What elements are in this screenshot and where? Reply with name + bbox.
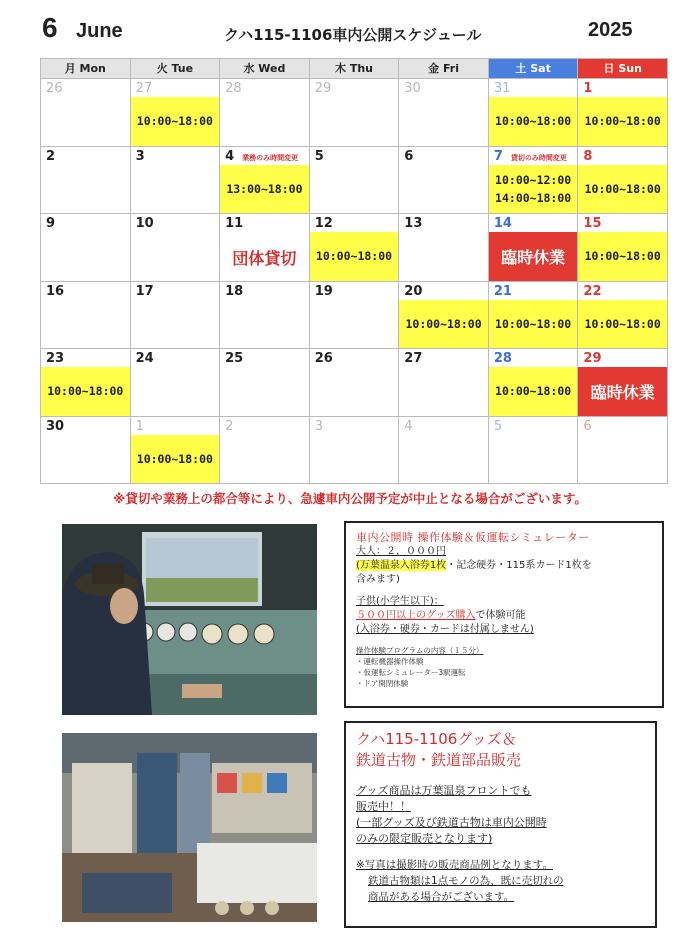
calendar-day-cell xyxy=(131,417,221,485)
open-hours-text: 10:00~18:00 xyxy=(405,316,482,331)
child-label: 子供(小学生以下)： xyxy=(356,596,444,607)
weekday-sat: 土 Sat xyxy=(489,59,579,79)
calendar-day-cell xyxy=(310,147,400,215)
calendar-day-cell xyxy=(220,417,310,485)
calendar-day-cell xyxy=(578,282,668,350)
month-name: June xyxy=(76,20,123,42)
program-item: ・運転機器操作体験 xyxy=(356,657,424,666)
calendar-day-cell xyxy=(220,282,310,350)
calendar-day-cell xyxy=(578,214,668,282)
goods-line1: グッズ商品は万葉温泉フロントでも xyxy=(356,784,532,797)
open-hours-text: 10:00~18:00 xyxy=(584,316,661,331)
page-title: クハ115-1106車内公開スケジュール xyxy=(224,26,482,44)
day-number: 15 xyxy=(583,216,602,231)
open-hours-text: 13:00~18:00 xyxy=(226,181,303,196)
open-hours-slot xyxy=(489,367,578,416)
open-hours-slot xyxy=(489,97,578,146)
day-number: 30 xyxy=(404,81,421,96)
open-hours-slot xyxy=(578,300,667,349)
calendar-day-cell xyxy=(41,147,131,215)
child-condition-rest: で体験可能 xyxy=(475,610,526,621)
calendar-day-cell xyxy=(578,417,668,485)
calendar-day-cell xyxy=(131,349,221,417)
goods-line3: (一部グッズ及び鉄道古物は車内公開時 xyxy=(356,816,547,829)
open-hours-slot xyxy=(578,232,667,281)
calendar-day-cell xyxy=(220,79,310,147)
goods-shop-photo xyxy=(62,733,317,922)
day-number: 5 xyxy=(493,418,503,434)
driver-cab-photo xyxy=(62,524,317,715)
day-number: 14 xyxy=(493,216,512,231)
weekday-fri: 金 Fri xyxy=(399,59,489,79)
calendar-day-cell xyxy=(131,214,221,282)
day-number: 30 xyxy=(46,418,65,434)
day-number: 12 xyxy=(314,216,333,231)
open-hours-text: 10:00~18:00 xyxy=(584,249,661,264)
calendar-day-cell xyxy=(41,79,131,147)
goods-shop-illustration xyxy=(62,733,317,922)
day-number: 21 xyxy=(493,283,512,299)
calendar-day-cell xyxy=(578,147,668,215)
open-hours-slot xyxy=(310,232,399,281)
open-hours-text: 10:00~18:00 xyxy=(495,114,572,129)
adult-includes-end: 含みます) xyxy=(356,574,400,585)
goods-note3: 商品がある場合がございます。 xyxy=(368,891,515,903)
open-hours-slot xyxy=(489,300,578,349)
calendar-day-cell xyxy=(399,349,489,417)
calendar-day-cell xyxy=(41,214,131,282)
calendar-day-cell xyxy=(489,214,579,282)
open-hours-slot xyxy=(41,367,130,416)
experience-title: 車内公開時 操作体験＆仮運転シミュレーター xyxy=(356,531,590,544)
calendar-day-cell xyxy=(131,147,221,215)
schedule-calendar xyxy=(40,58,668,484)
calendar-day-cell xyxy=(578,349,668,417)
goods-title-line2: 鉄道古物・鉄道部品販売 xyxy=(356,751,522,769)
day-number: 29 xyxy=(314,81,332,96)
day-number: 2 xyxy=(46,148,56,164)
calendar-day-cell xyxy=(399,147,489,215)
day-number: 2 xyxy=(225,418,234,434)
day-number: 16 xyxy=(46,283,65,299)
day-number: 19 xyxy=(314,283,333,299)
calendar-day-cell xyxy=(489,147,579,215)
weekday-tue: 火 Tue xyxy=(131,59,221,79)
weekday-mon: 月 Mon xyxy=(41,59,131,79)
calendar-day-cell xyxy=(131,79,221,147)
day-number: 11 xyxy=(225,216,244,231)
open-hours-slot xyxy=(220,165,309,214)
experience-info-box xyxy=(344,521,664,708)
day-number: 22 xyxy=(583,283,602,299)
goods-line4: のみの限定販売となります) xyxy=(356,832,493,845)
goods-line2: 販売中！！ xyxy=(356,800,411,813)
calendar-day-cell xyxy=(399,282,489,350)
calendar-day-cell xyxy=(310,214,400,282)
calendar-day-cell xyxy=(399,417,489,485)
time-change-note: 業務のみ時間変更 xyxy=(242,153,299,162)
calendar-day-cell xyxy=(399,214,489,282)
day-number: 18 xyxy=(225,283,244,299)
calendar-day-cell xyxy=(399,79,489,147)
calendar-day-cell xyxy=(310,417,400,485)
day-number: 4 xyxy=(404,418,413,434)
calendar-day-cell xyxy=(310,349,400,417)
open-hours-slot xyxy=(489,165,578,214)
weekday-thu: 木 Thu xyxy=(310,59,400,79)
program-title: 操作体験プログラムの内容（１５分） xyxy=(356,646,484,655)
calendar-day-cell xyxy=(41,417,131,485)
open-hours-text: 10:00~18:00 xyxy=(584,181,661,196)
day-number: 29 xyxy=(583,351,602,366)
calendar-day-cell xyxy=(41,349,131,417)
day-number: 8 xyxy=(583,148,593,164)
calendar-day-cell xyxy=(489,349,579,417)
open-hours-text: 10:00~18:00 xyxy=(136,451,213,466)
goods-note2: 鉄道古物類は1点モノの為、既に売切れの xyxy=(368,875,564,887)
day-number: 7 xyxy=(493,148,503,164)
driver-cab-illustration xyxy=(62,524,317,715)
program-item: ・仮運転シミュレーター3駅運転 xyxy=(356,668,466,677)
temporary-closure-label: 臨時休業 xyxy=(489,232,578,281)
day-number: 3 xyxy=(314,418,323,434)
day-number: 5 xyxy=(314,148,324,164)
open-hours-text: 10:00~18:00 xyxy=(495,384,572,399)
day-number: 25 xyxy=(225,351,244,366)
day-number: 1 xyxy=(583,81,593,96)
calendar-day-cell xyxy=(310,282,400,350)
open-hours-text: 10:00~12:00 xyxy=(495,172,572,187)
child-condition-red: ５００円以上のグッズ購入 xyxy=(356,610,476,621)
calendar-day-cell xyxy=(131,282,221,350)
calendar-day-cell xyxy=(489,79,579,147)
day-number: 27 xyxy=(135,81,153,96)
calendar-day-cell xyxy=(578,79,668,147)
open-hours-slot xyxy=(578,165,667,214)
calendar-day-cell xyxy=(220,147,310,215)
weekday-sun: 日 Sun xyxy=(578,59,668,79)
calendar-grid xyxy=(41,79,668,484)
day-number: 28 xyxy=(493,351,512,366)
calendar-day-cell xyxy=(489,282,579,350)
day-number: 31 xyxy=(493,81,511,96)
calendar-day-cell xyxy=(310,79,400,147)
child-note: (入浴券・硬券・カードは付属しません) xyxy=(356,624,534,635)
adult-includes-highlight: (万葉温泉入浴券1枚 xyxy=(356,560,447,571)
open-hours-text: 10:00~18:00 xyxy=(47,384,124,399)
day-number: 24 xyxy=(135,351,154,366)
day-number: 6 xyxy=(583,418,592,434)
time-change-note: 貸切のみ時間変更 xyxy=(510,153,567,162)
year-label: 2025 xyxy=(588,19,633,41)
day-number: 23 xyxy=(46,351,65,366)
temporary-closure-label: 臨時休業 xyxy=(578,367,667,416)
open-hours-text: 10:00~18:00 xyxy=(584,114,661,129)
day-number: 20 xyxy=(404,283,423,299)
day-number: 17 xyxy=(135,283,154,299)
goods-note1: ※写真は撮影時の販売商品例となります。 xyxy=(356,859,553,871)
calendar-day-cell xyxy=(41,282,131,350)
day-number: 27 xyxy=(404,351,423,366)
day-number: 4 xyxy=(225,148,235,164)
day-number: 1 xyxy=(135,418,144,434)
goods-info-box xyxy=(344,721,657,928)
day-number: 13 xyxy=(404,216,423,231)
weekday-wed: 水 Wed xyxy=(220,59,310,79)
cancellation-warning: ※貸切や業務上の都合等により、急遽車内公開予定が中止となる場合がございます。 xyxy=(113,491,587,506)
program-item: ・ドア開閉体験 xyxy=(356,679,409,688)
calendar-day-cell xyxy=(220,214,310,282)
open-hours-text: 10:00~18:00 xyxy=(495,316,572,331)
adult-includes-rest: ・記念硬券・115系カード1枚を xyxy=(446,560,592,571)
open-hours-slot xyxy=(399,300,488,349)
day-number: 10 xyxy=(135,216,154,231)
weekday-header xyxy=(41,59,668,79)
day-number: 9 xyxy=(46,216,56,231)
child-condition xyxy=(356,609,652,623)
open-hours-text: 14:00~18:00 xyxy=(495,190,572,205)
day-number: 6 xyxy=(404,148,414,164)
adult-includes xyxy=(356,559,652,573)
day-number: 28 xyxy=(225,81,242,96)
calendar-day-cell xyxy=(489,417,579,485)
goods-title-line1: クハ115-1106グッズ＆ xyxy=(356,730,517,748)
calendar-day-cell xyxy=(220,349,310,417)
open-hours-text: 10:00~18:00 xyxy=(136,114,213,129)
day-number: 3 xyxy=(135,148,145,164)
group-charter-label: 団体貸切 xyxy=(232,248,297,268)
open-hours-slot xyxy=(131,97,220,146)
day-number: 26 xyxy=(314,351,333,366)
open-hours-text: 10:00~18:00 xyxy=(315,249,393,264)
adult-price: 大人：２，０００円 xyxy=(356,546,446,557)
day-number: 26 xyxy=(46,81,63,96)
open-hours-slot xyxy=(131,435,220,484)
open-hours-slot xyxy=(578,97,667,146)
month-number: 6 xyxy=(42,12,58,43)
